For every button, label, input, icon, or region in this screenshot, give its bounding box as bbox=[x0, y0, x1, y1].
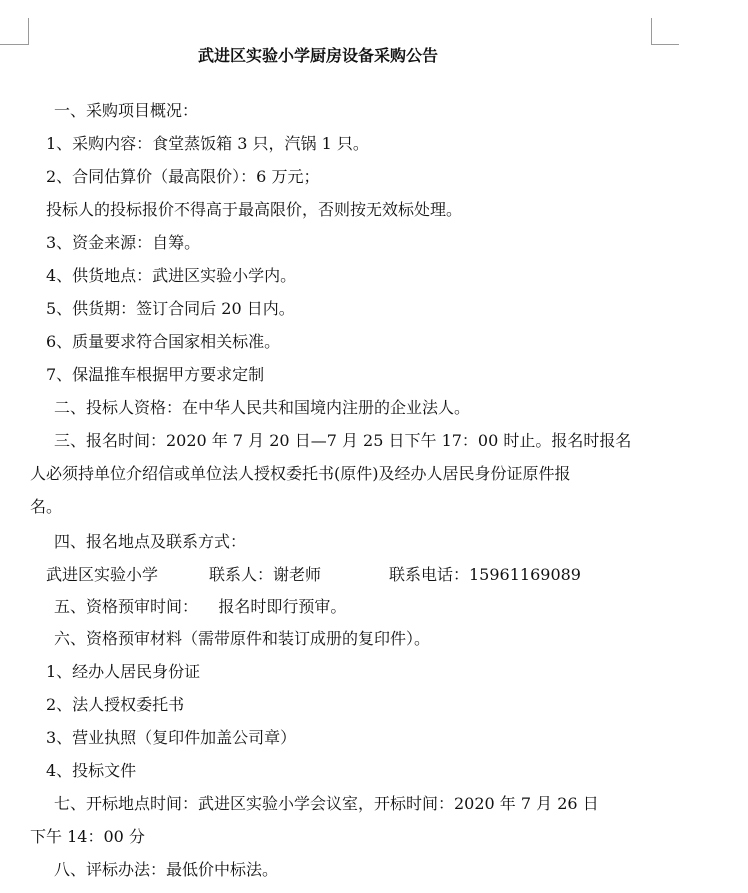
item-quality-requirement: 6、质量要求符合国家相关标准。 bbox=[46, 332, 281, 351]
item-procurement-content: 1、采购内容：食堂蒸饭箱 3 只，汽锅 1 只。 bbox=[46, 134, 369, 153]
page-corner-mark-top-right bbox=[651, 18, 679, 45]
material-business-license: 3、营业执照（复印件加盖公司章） bbox=[46, 728, 297, 747]
section-3-registration-time-line-1: 三、报名时间：2020 年 7 月 20 日—7 月 25 日下午 17：00 时止。报名时报名 bbox=[54, 431, 632, 450]
item-cart-customization: 7、保温推车根据甲方要求定制 bbox=[46, 365, 265, 384]
page-corner-mark-top-left bbox=[0, 18, 29, 45]
material-authorization: 2、法人授权委托书 bbox=[46, 695, 185, 714]
item-delivery-period: 5、供货期：签订合同后 20 日内。 bbox=[46, 299, 295, 318]
section-2-bidder-qualification: 二、投标人资格：在中华人民共和国境内注册的企业法人。 bbox=[54, 398, 471, 417]
material-bid-documents: 4、投标文件 bbox=[46, 761, 137, 780]
contact-phone: 联系电话：15961169089 bbox=[389, 565, 581, 584]
section-1-heading: 一、采购项目概况： bbox=[54, 101, 199, 120]
section-5-prequalification-time: 五、资格预审时间： 报名时即行预审。 bbox=[54, 597, 347, 616]
contact-place: 武进区实验小学 bbox=[46, 565, 159, 584]
section-8-evaluation-method: 八、评标办法：最低价中标法。 bbox=[54, 860, 279, 879]
section-3-registration-time-line-3: 名。 bbox=[30, 497, 63, 516]
section-7-bid-opening-line-2: 下午 14：00 分 bbox=[30, 827, 145, 846]
contact-person: 联系人：谢老师 bbox=[209, 565, 322, 584]
document-title: 武进区实验小学厨房设备采购公告 bbox=[197, 46, 438, 65]
section-4-heading: 四、报名地点及联系方式： bbox=[54, 532, 247, 551]
section-3-registration-time-line-2: 人必须持单位介绍信或单位法人授权委托书(原件)及经办人居民身份证原件报 bbox=[30, 464, 571, 483]
item-bid-price-note: 投标人的投标报价不得高于最高限价，否则按无效标处理。 bbox=[46, 200, 463, 219]
section-7-bid-opening-line-1: 七、开标地点时间：武进区实验小学会议室，开标时间：2020 年 7 月 26 日 bbox=[54, 794, 599, 813]
item-contract-estimate: 2、合同估算价（最高限价）：6 万元； bbox=[46, 167, 320, 186]
material-id-card: 1、经办人居民身份证 bbox=[46, 662, 201, 681]
item-delivery-location: 4、供货地点：武进区实验小学内。 bbox=[46, 266, 297, 285]
section-6-prequalification-materials: 六、资格预审材料（需带原件和装订成册的复印件）。 bbox=[54, 629, 431, 648]
item-fund-source: 3、资金来源：自筹。 bbox=[46, 233, 201, 252]
